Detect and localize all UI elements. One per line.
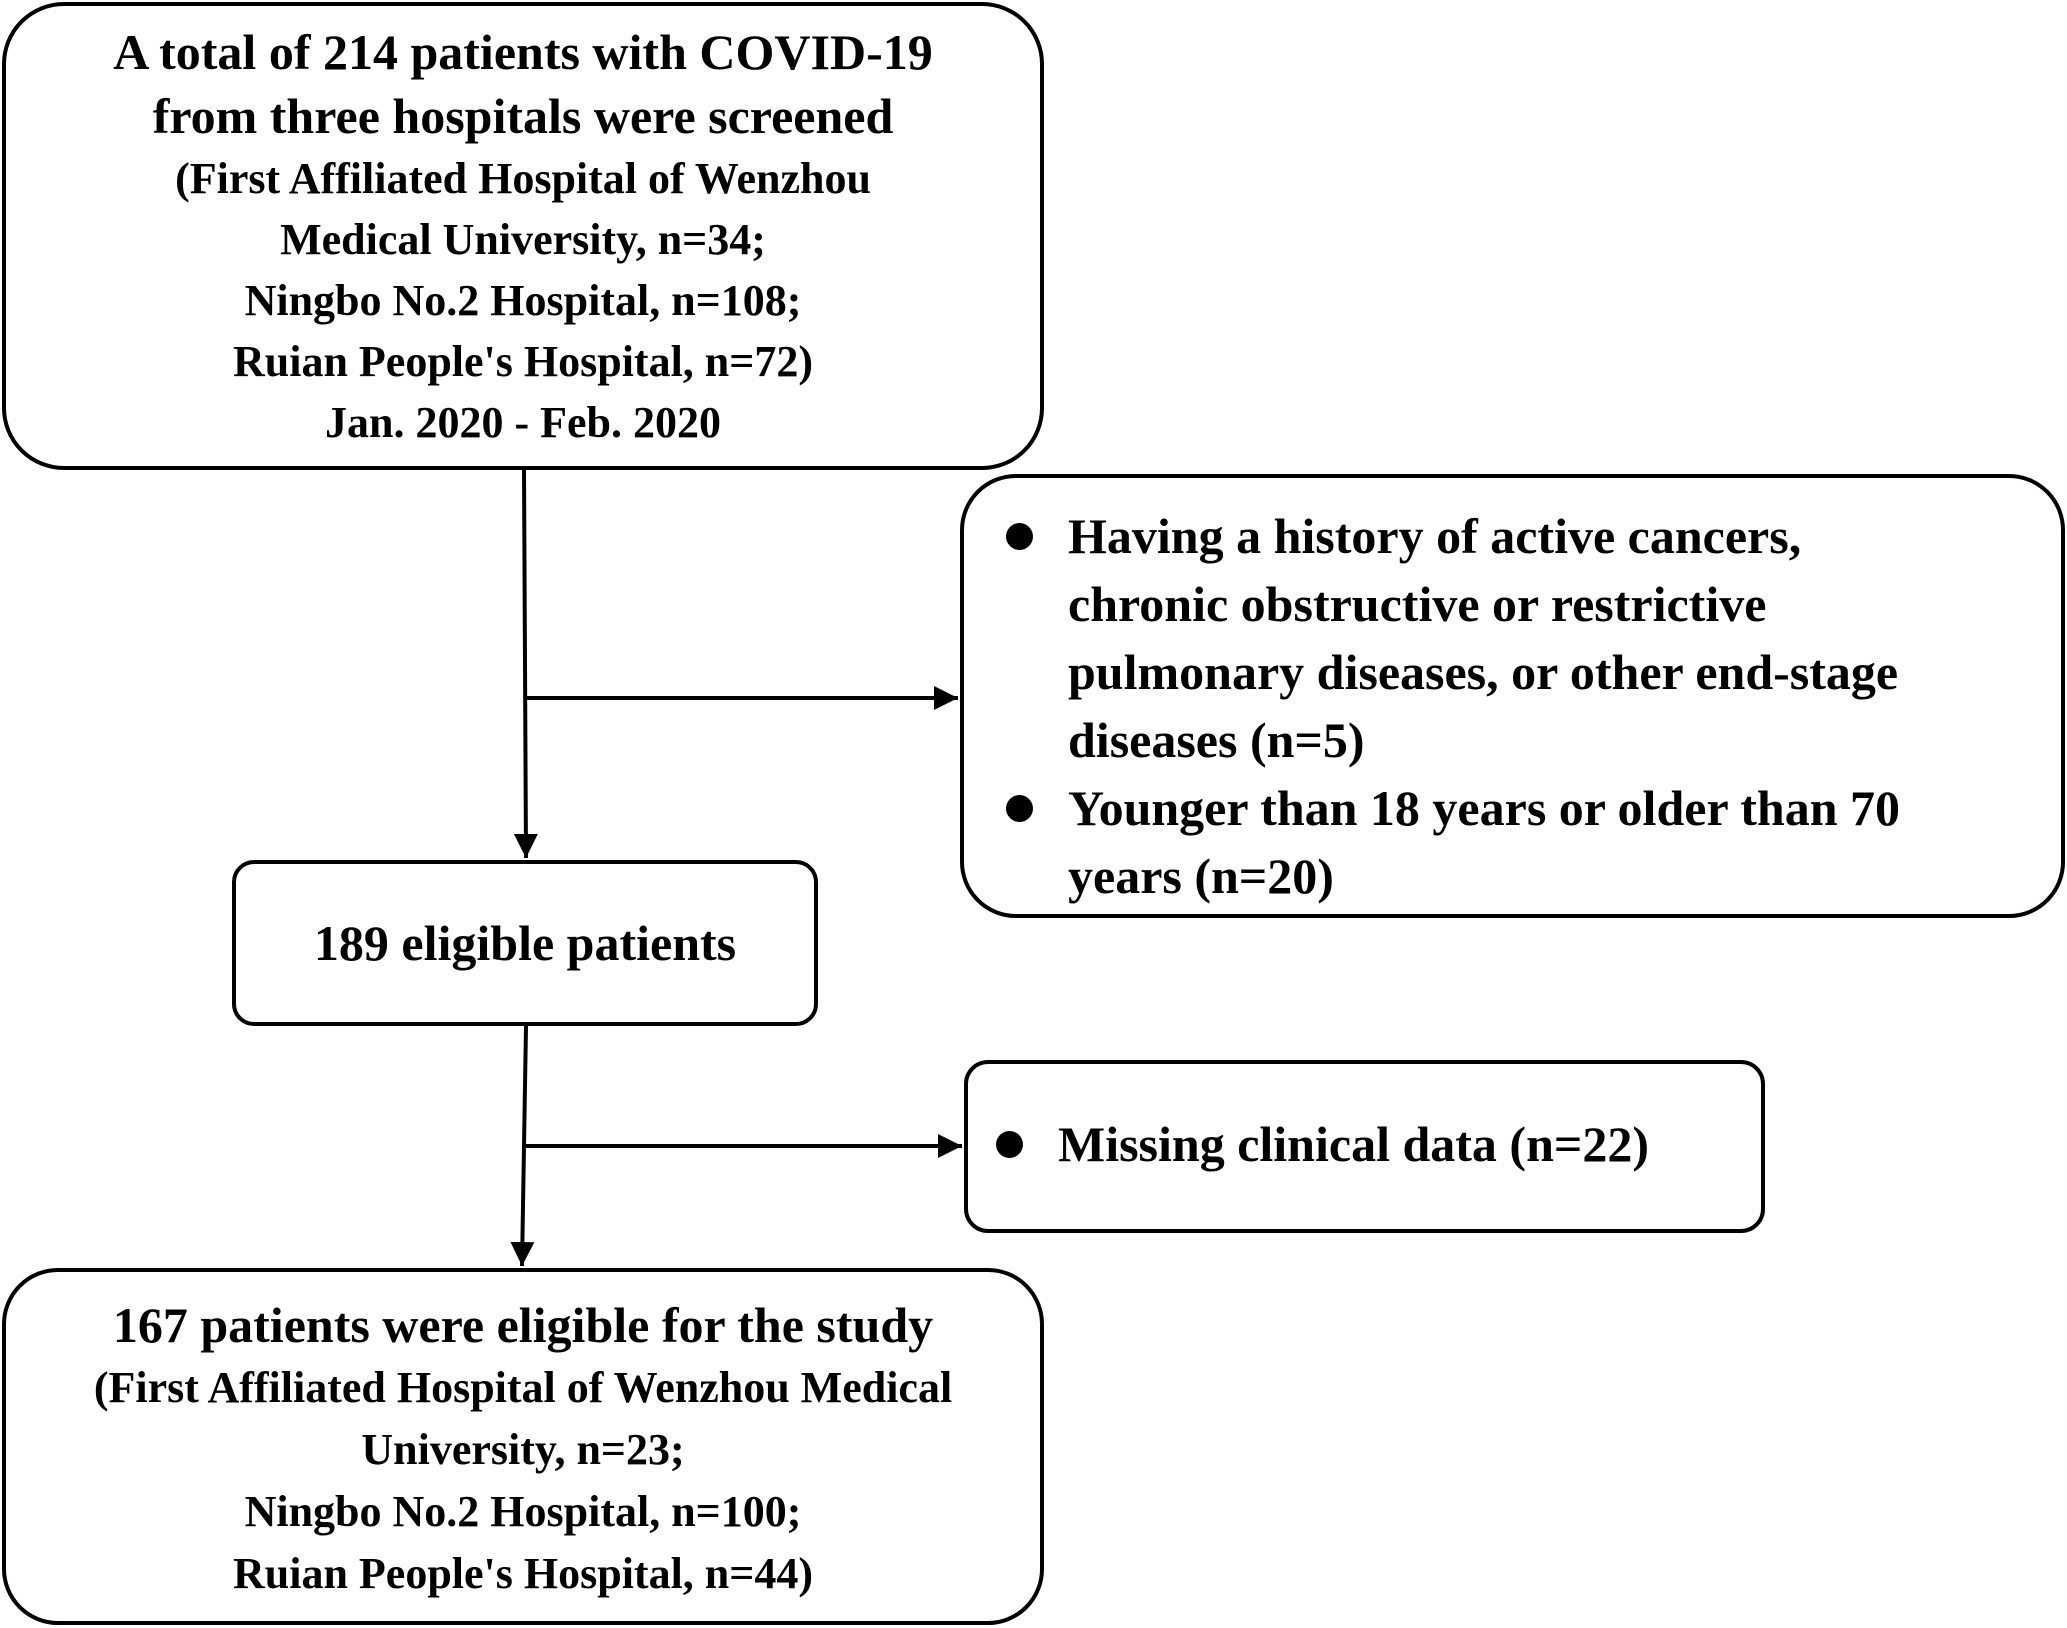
arrow-screened-to-eligible xyxy=(524,470,526,858)
exclusion-item-line: diseases (n=5) xyxy=(1068,712,1365,768)
screened-patients-box xyxy=(2,2,1044,470)
screened-detail-line: Ruian People's Hospital, n=72) xyxy=(232,336,814,386)
exclusion-item-age xyxy=(964,774,2064,910)
final-detail-line: Ningbo No.2 Hospital, n=100; xyxy=(244,1486,802,1536)
final-detail-line: Ruian People's Hospital, n=44) xyxy=(232,1548,814,1598)
screened-detail-line: Jan. 2020 - Feb. 2020 xyxy=(325,397,721,447)
exclusion-item-missing-data xyxy=(968,1110,1768,1178)
screened-title-line: A total of 214 patients with COVID-19 xyxy=(113,23,933,80)
exclusion-item-comorbidities xyxy=(964,502,2064,774)
exclusion-item-line: chronic obstructive or restrictive xyxy=(1068,576,1767,632)
screened-detail-line: Ningbo No.2 Hospital, n=108; xyxy=(244,275,802,325)
screened-detail-line: (First Affiliated Hospital of Wenzhou xyxy=(175,153,871,203)
exclusion-criteria-list xyxy=(964,502,2064,910)
bullet-dot-icon xyxy=(1006,795,1033,822)
exclusion-item-line: Missing clinical data (n=22) xyxy=(1058,1116,1650,1172)
exclusion-item-line: years (n=20) xyxy=(1068,848,1334,904)
eligible-patients-label: 189 eligible patients xyxy=(313,915,737,971)
bullet-dot-icon xyxy=(1006,523,1033,550)
screened-title-line: from three hospitals were screened xyxy=(152,87,894,144)
final-detail-line: University, n=23; xyxy=(361,1424,685,1474)
arrow-eligible-to-final xyxy=(522,1026,526,1266)
missing-data-list xyxy=(968,1110,1768,1178)
final-study-cohort-box xyxy=(2,1268,1044,1625)
final-title: 167 patients were eligible for the study xyxy=(112,1296,934,1353)
eligible-patients-box xyxy=(232,860,818,1026)
screened-detail-line: Medical University, n=34; xyxy=(280,214,766,264)
exclusion-item-line: pulmonary diseases, or other end-stage xyxy=(1068,644,1899,700)
exclusion-criteria-box xyxy=(960,474,2065,918)
exclusion-item-line: Having a history of active cancers, xyxy=(1068,508,1802,564)
exclusion-item-line: Younger than 18 years or older than 70 xyxy=(1068,780,1901,836)
missing-data-box xyxy=(964,1060,1765,1233)
final-detail-line: (First Affiliated Hospital of Wenzhou Medical xyxy=(93,1362,953,1412)
bullet-dot-icon xyxy=(996,1131,1023,1158)
